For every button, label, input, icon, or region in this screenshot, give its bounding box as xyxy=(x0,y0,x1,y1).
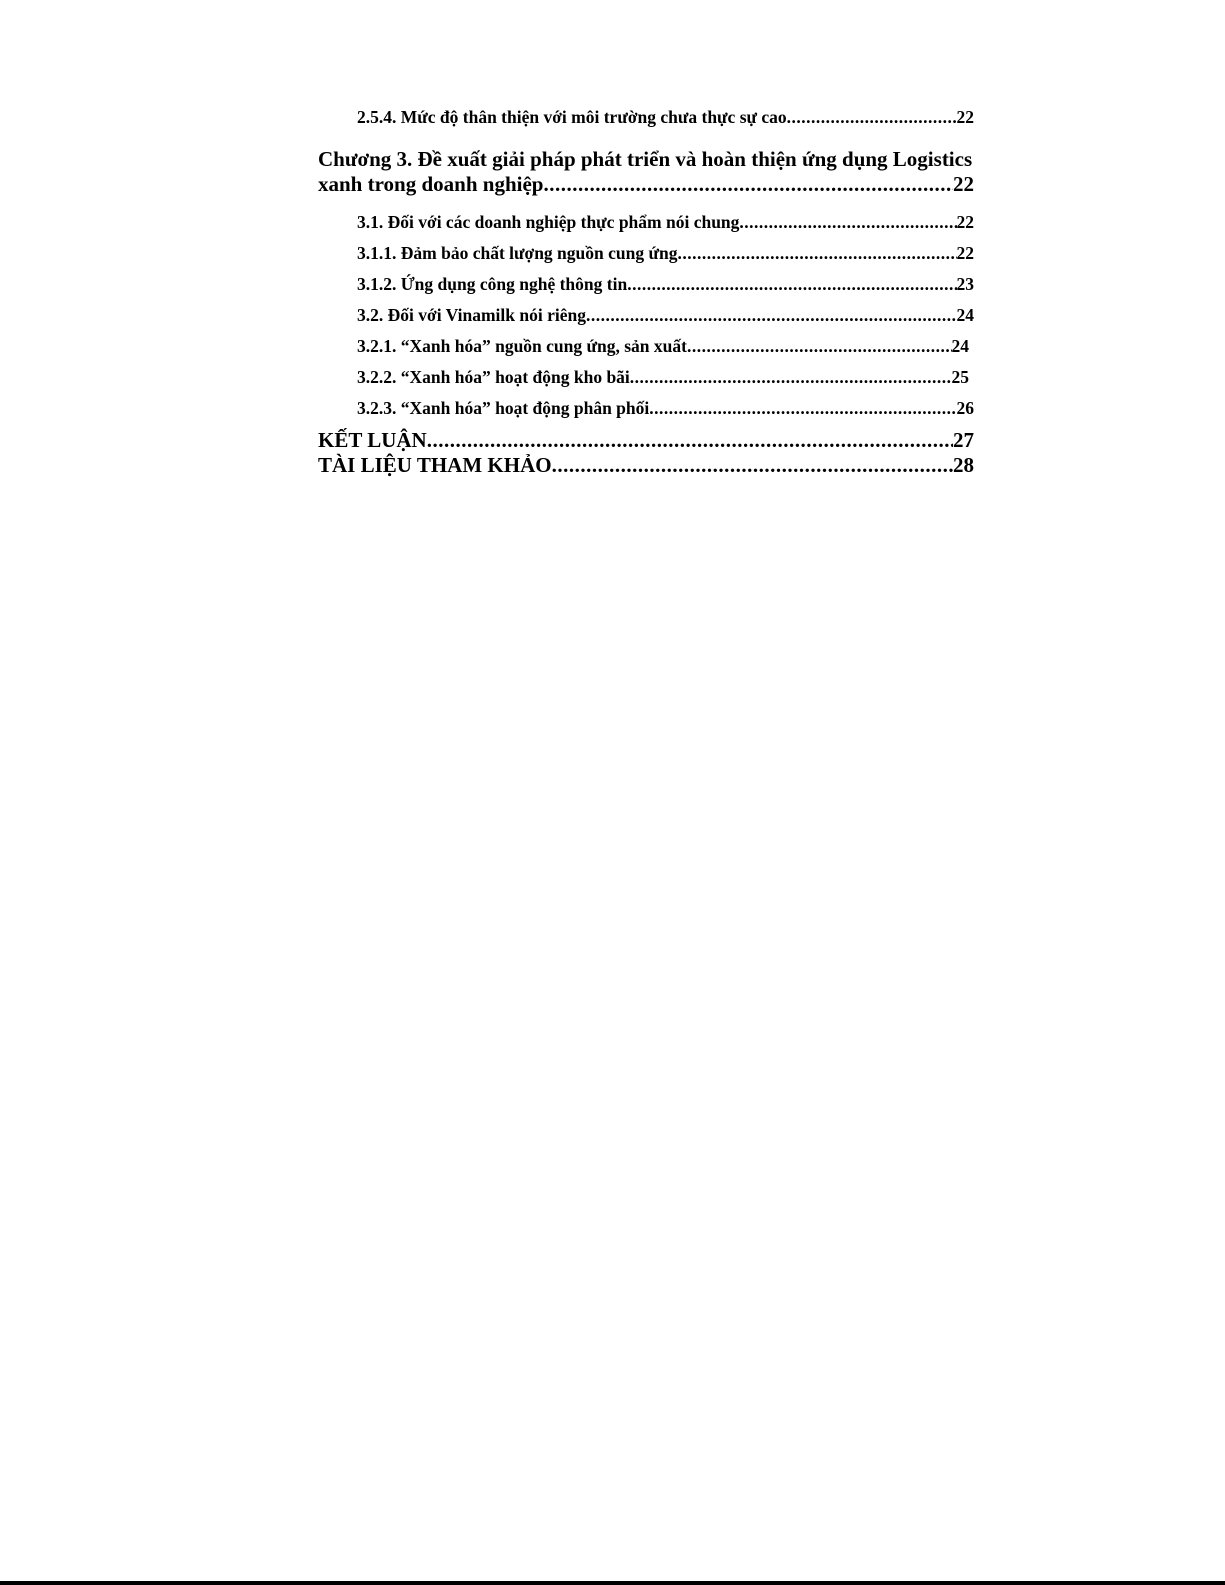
toc-dot-leader xyxy=(627,274,956,295)
page-bottom-border xyxy=(0,1581,1225,1585)
toc-entry-3-2-3[interactable] xyxy=(357,398,974,419)
toc-entry-conclusion[interactable] xyxy=(318,428,974,453)
toc-dot-leader xyxy=(427,428,953,453)
toc-dot-leader xyxy=(687,336,952,357)
toc-entry-title: 3.1.1. Đảm bảo chất lượng nguồn cung ứng xyxy=(357,243,678,263)
toc-entry-3-1-2[interactable] xyxy=(357,274,974,295)
toc-entry-2-5-4[interactable] xyxy=(357,107,974,128)
toc-dot-leader xyxy=(586,305,957,326)
toc-page-number: 22 xyxy=(953,172,974,196)
toc-entry-3-1[interactable] xyxy=(357,212,974,233)
toc-dot-leader xyxy=(630,367,952,388)
toc-page-number: 28 xyxy=(953,453,974,477)
toc-page-number: 23 xyxy=(956,274,974,294)
toc-entry-title: 2.5.4. Mức độ thân thiện với môi trường chưa thực sự cao xyxy=(357,107,787,127)
toc-page-number: 27 xyxy=(953,428,974,452)
toc-entry-title: 3.2.1. “Xanh hóa” nguồn cung ứng, sản xuất xyxy=(357,336,687,356)
toc-entry-3-2-1[interactable] xyxy=(357,336,969,357)
toc-page-number: 22 xyxy=(956,107,974,127)
toc-dot-leader xyxy=(677,243,956,264)
toc-page-number: 25 xyxy=(951,367,969,387)
toc-entry-title: 3.2.3. “Xanh hóa” hoạt động phân phối xyxy=(357,398,650,418)
toc-dot-leader xyxy=(739,212,956,233)
toc-entry-3-2[interactable] xyxy=(357,305,974,326)
toc-page-number: 22 xyxy=(956,243,974,263)
toc-dot-leader xyxy=(543,172,953,197)
toc-entry-title: 3.2. Đối với Vinamilk nói riêng xyxy=(357,305,586,325)
toc-entry-title: 3.1.2. Ứng dụng công nghệ thông tin xyxy=(357,274,628,294)
toc-page-number: 24 xyxy=(956,305,974,325)
toc-dot-leader xyxy=(649,398,956,419)
toc-entry-references[interactable] xyxy=(318,453,974,478)
toc-entry-title: 3.2.2. “Xanh hóa” hoạt động kho bãi xyxy=(357,367,630,387)
toc-chapter-3-title-line1[interactable]: Chương 3. Đề xuất giải pháp phát triển và hoàn thiện ứng dụng Logistics xyxy=(318,147,973,171)
toc-dot-leader xyxy=(552,453,953,478)
toc-entry-title: KẾT LUẬN xyxy=(318,428,427,452)
toc-entry-title: xanh trong doanh nghiệp xyxy=(318,172,544,196)
toc-entry-3-2-2[interactable] xyxy=(357,367,969,388)
toc-entry-3-1-1[interactable] xyxy=(357,243,974,264)
toc-page-number: 24 xyxy=(951,336,969,356)
toc-entry-chapter-3[interactable] xyxy=(318,172,974,197)
toc-dot-leader xyxy=(787,107,957,128)
toc-entry-title: TÀI LIỆU THAM KHẢO xyxy=(318,453,552,477)
toc-page-number: 22 xyxy=(956,212,974,232)
toc-page-number: 26 xyxy=(956,398,974,418)
toc-entry-title: 3.1. Đối với các doanh nghiệp thực phẩm nói chung xyxy=(357,212,740,232)
